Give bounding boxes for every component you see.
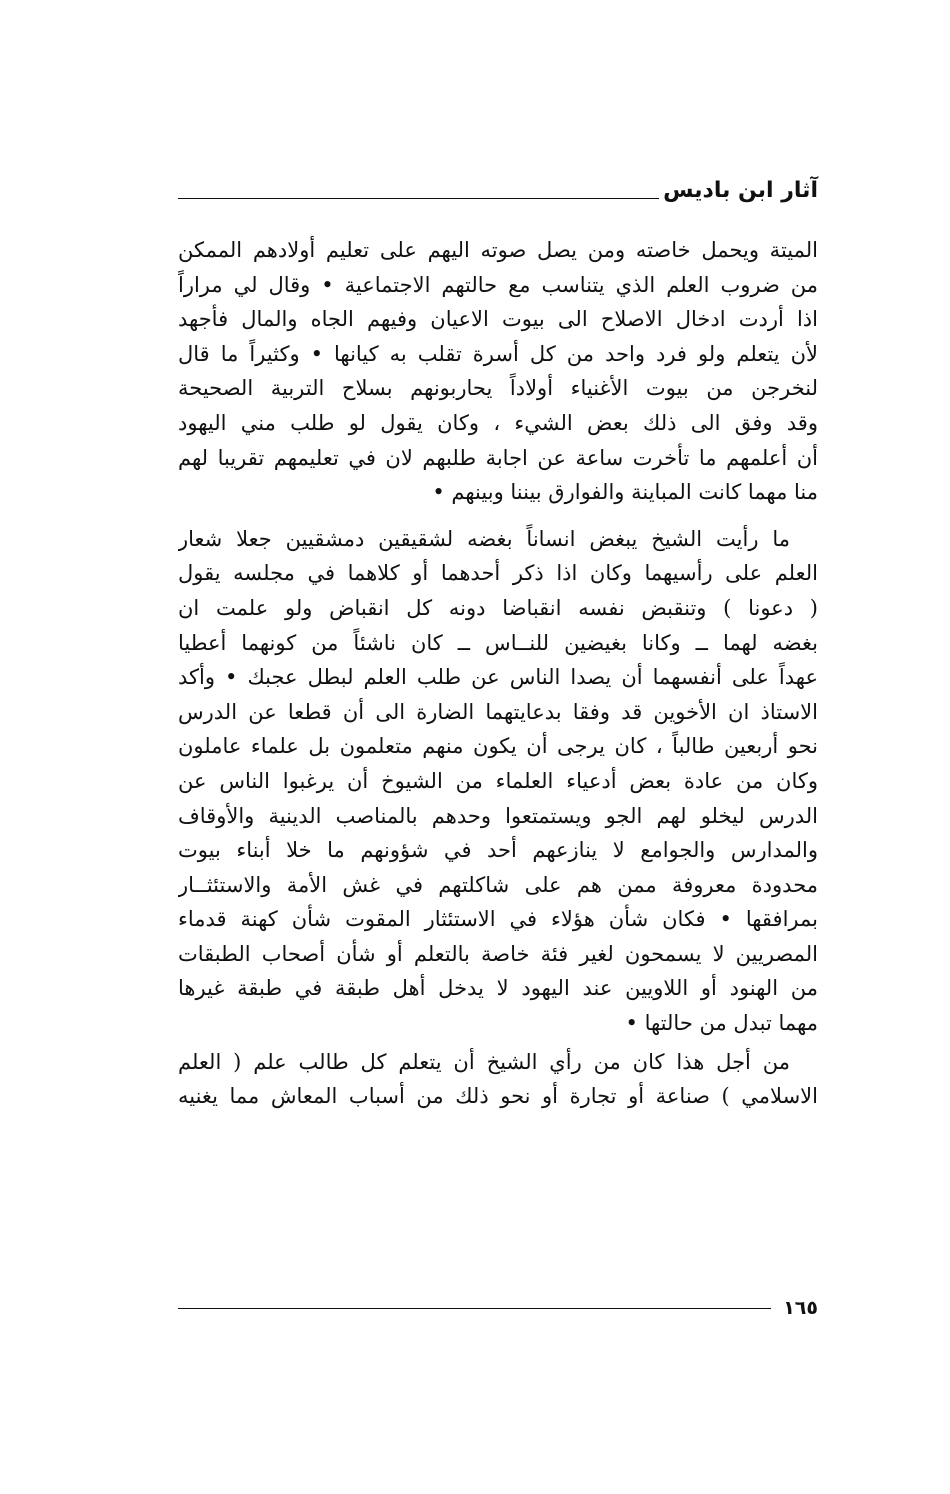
text-line: ما رأيت الشيخ يبغض انساناً بغضه لشقيقين دمشقيين جعلا شعار <box>178 526 790 551</box>
text-line: من أجل هذا كان من رأي الشيخ أن يتعلم كل طالب علم ( العلم <box>178 1049 790 1074</box>
text-line: الاسلامي ) صناعة أو تجارة أو نحو ذلك من أسباب المعاش مما يغنيه <box>178 1084 818 1109</box>
text-line: وكان من عادة بعض أدعياء العلماء من الشيوخ أن يرغبوا الناس عن <box>178 768 818 793</box>
book-title: آثار ابن باديس <box>663 178 818 203</box>
page-number: ١٦٥ <box>783 1297 818 1319</box>
text-line: وقد وفق الى ذلك بعض الشيء ، وكان يقول لو طلب مني اليهود <box>178 410 818 435</box>
footer-rule <box>178 1308 771 1309</box>
text-line: محدودة معروفة ممن هم على شاكلتهم في غش الأمة والاستئثــار <box>178 872 818 897</box>
text-line: ( دعونا ) وتنقبض نفسه انقباضا دونه كل انقباض ولو علمت ان <box>178 595 818 620</box>
text-line: اذا أردت ادخال الاصلاح الى بيوت الاعيان وفيهم الجاه والمال فأجهد <box>178 307 818 332</box>
text-line: مهما تبدل من حالتها • <box>625 1011 818 1036</box>
paragraph-2 <box>178 522 818 1041</box>
running-header <box>178 168 818 204</box>
paragraph-3 <box>178 1045 818 1114</box>
text-line: الدرس ليخلو لهم الجو ويستمتعوا وحدهم بالمناصب الدينية والأوقاف <box>178 803 818 828</box>
header-rule <box>178 198 659 199</box>
text-line: بمرافقها • فكان شأن هؤلاء في الاستئثار المقوت شأن كهنة قدماء <box>178 907 818 932</box>
text-line: الميتة ويحمل خاصته ومن يصل صوته اليهم على تعليم أولادهم الممكن <box>178 238 818 262</box>
text-line: العلم على رأسيهما وكان اذا ذكر أحدهما أو كلاهما في مجلسه يقول <box>178 561 818 586</box>
text-line: عهداً على أنفسهما أن يصدا الناس عن طلب العلم لبطل عجبك • وأكد <box>178 665 818 690</box>
paragraph-1 <box>178 233 818 510</box>
text-line: من الهنود أو اللاويين عند اليهود لا يدخل أهل طبقة في طبقة غيرها <box>178 976 818 1001</box>
text-line: بغضه لهما ــ وكانا بغيضين للنــاس ــ كان ناشئاً من كونهما أعطيا <box>178 630 818 655</box>
paragraph-gap <box>178 510 818 522</box>
text-line: لأن يتعلم ولو فرد واحد من كل أسرة تقلب به كيانها • وكثيراً ما قال <box>178 341 818 366</box>
page-footer <box>178 1294 818 1322</box>
text-line: لنخرجن من بيوت الأغنياء أولاداً يحاربونهم بسلاح التربية الصحيحة <box>178 376 818 401</box>
text-line: المصريين لا يسمحون لغير فئة خاصة بالتعلم أو شأن أصحاب الطبقات <box>178 941 818 966</box>
text-line: نحو أربعين طالباً ، كان يرجى أن يكون منهم متعلمون بل علماء عاملون <box>178 734 818 759</box>
text-line: منا مهما كانت المباينة والفوارق بيننا وبينهم • <box>432 480 818 505</box>
text-line: أن أعلمهم ما تأخرت ساعة عن اجابة طلبهم لان في تعليمهم تقريبا لهم <box>178 445 818 470</box>
text-line: الاستاذ ان الأخوين قد وفقا بدعايتهما الضارة الى أن قطعا عن الدرس <box>178 699 818 724</box>
text-line: والمدارس والجوامع لا ينازعهم أحد في شؤونهم ما خلا أبناء بيوت <box>178 838 818 863</box>
body-text <box>178 233 818 1114</box>
text-line: من ضروب العلم الذي يتناسب مع حالتهم الاجتماعية • وقال لي مراراً <box>178 272 818 297</box>
